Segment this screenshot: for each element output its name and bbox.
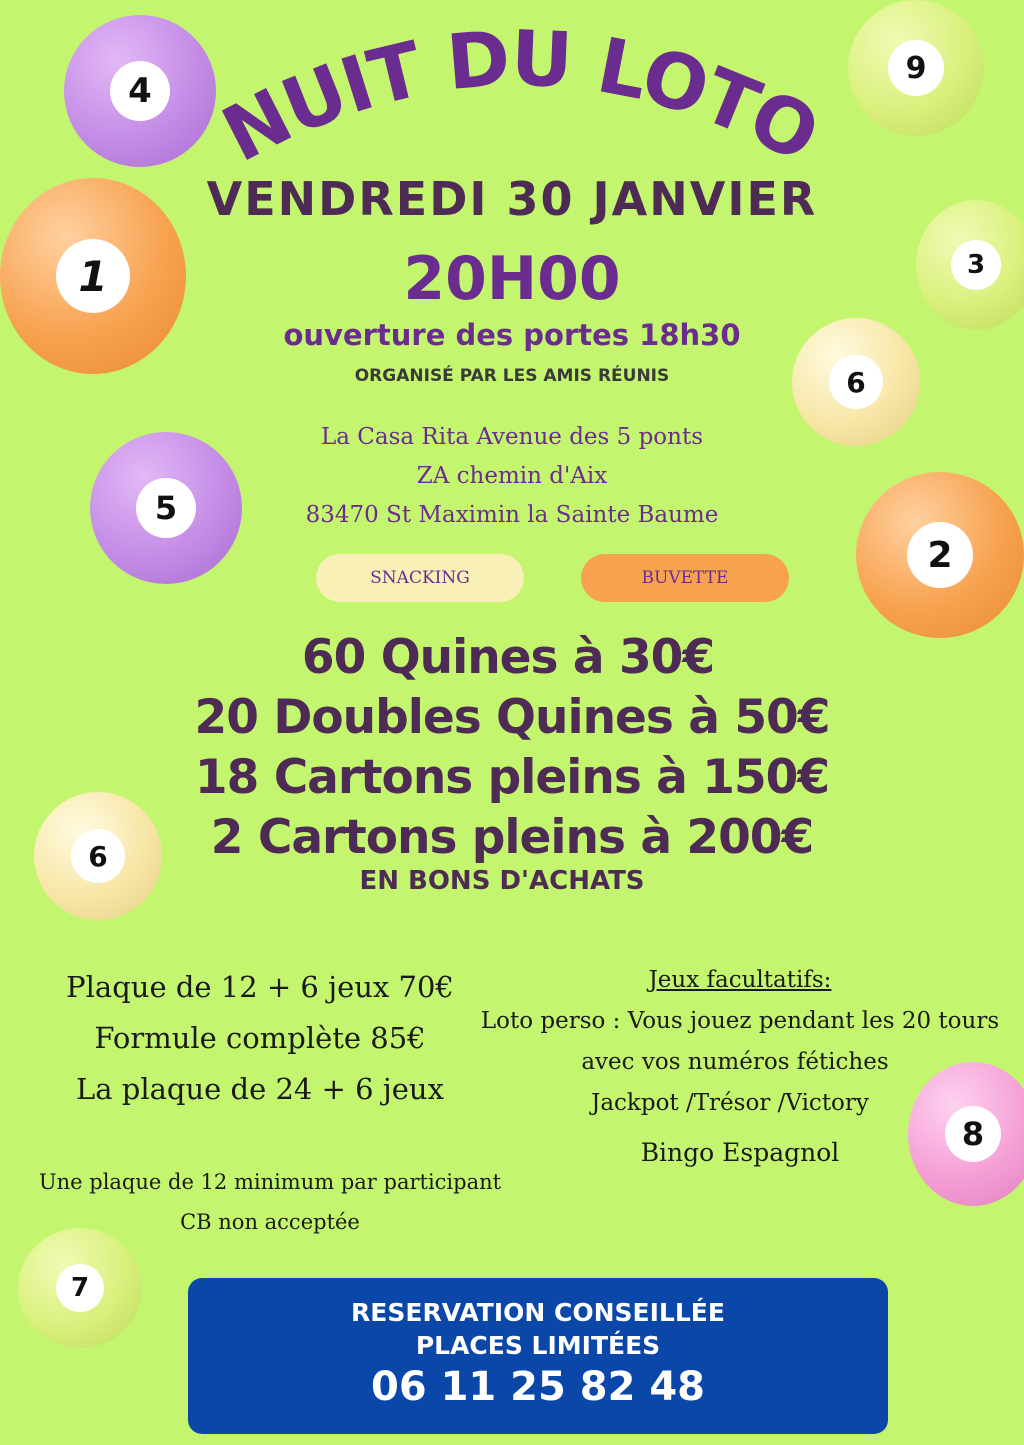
limited-places: PLACES LIMITÉES: [415, 1331, 661, 1360]
pricing-item: La plaque de 24 + 6 jeux: [76, 1072, 444, 1106]
ball-number: 7: [56, 1264, 104, 1312]
event-time: 20H00: [403, 244, 621, 314]
reservation-box: [188, 1278, 888, 1434]
pricing-item: Formule complète 85€: [94, 1021, 426, 1055]
rules: [10, 1162, 530, 1242]
event-title: [200, 20, 840, 190]
address-line: La Casa Rita Avenue des 5 ponts: [320, 424, 704, 450]
ball-number: 2: [907, 522, 973, 588]
ball-number: 5: [136, 478, 196, 538]
rule-line: CB non acceptée: [180, 1210, 360, 1234]
ball-number: 6: [71, 829, 125, 883]
prize-item: 2 Cartons pleins à 200€: [210, 810, 814, 865]
prize-item: 20 Doubles Quines à 50€: [194, 690, 830, 745]
optional-game-line: Jackpot /Trésor /Victory: [591, 1090, 869, 1116]
ball-number: 8: [945, 1106, 1001, 1162]
ball-number: 4: [110, 61, 170, 121]
organizer: ORGANISÉ PAR LES AMIS RÉUNIS: [354, 366, 670, 386]
ball-number: 9: [888, 40, 944, 96]
optional-games-heading: Jeux facultatifs:: [648, 967, 832, 993]
optional-games: [462, 960, 1018, 1124]
ball-number: 6: [829, 355, 883, 409]
rule-line: Une plaque de 12 minimum par participant: [38, 1170, 502, 1194]
prize-item: 60 Quines à 30€: [301, 630, 715, 685]
venue-address: [0, 418, 1024, 535]
bingo-ball-4: [64, 15, 216, 167]
svg-text:NUIT DU LOTO: [209, 20, 832, 179]
ball-number: 1: [56, 239, 130, 313]
ball-number: 3: [951, 240, 1001, 290]
bingo-espagnol: Bingo Espagnol: [640, 1138, 840, 1167]
prizes-note: EN BONS D'ACHATS: [359, 866, 645, 896]
snacking-badge: SNACKING: [316, 554, 524, 602]
buvette-badge: BUVETTE: [581, 554, 789, 602]
bingo-ball-9: [848, 0, 984, 136]
address-line: ZA chemin d'Aix: [416, 463, 608, 489]
bingo-ball-7: [18, 1228, 142, 1348]
title-text: NUIT DU LOTO: [208, 20, 832, 180]
optional-game-line: Loto perso : Vous jouez pendant les 20 tours: [480, 1008, 1000, 1034]
address-line: 83470 St Maximin la Sainte Baume: [305, 502, 719, 528]
reservation-advised: RESERVATION CONSEILLÉE: [351, 1298, 725, 1327]
optional-game-line: avec vos numéros fétiches: [581, 1049, 889, 1075]
pricing-list: [50, 962, 470, 1115]
phone-number: 06 11 25 82 48: [370, 1364, 706, 1410]
prizes-list: [0, 628, 1024, 868]
prize-item: 18 Cartons pleins à 150€: [194, 750, 830, 805]
event-date: VENDREDI 30 JANVIER: [206, 172, 818, 226]
pricing-item: Plaque de 12 + 6 jeux 70€: [66, 970, 454, 1004]
doors-opening: ouverture des portes 18h30: [283, 318, 741, 352]
